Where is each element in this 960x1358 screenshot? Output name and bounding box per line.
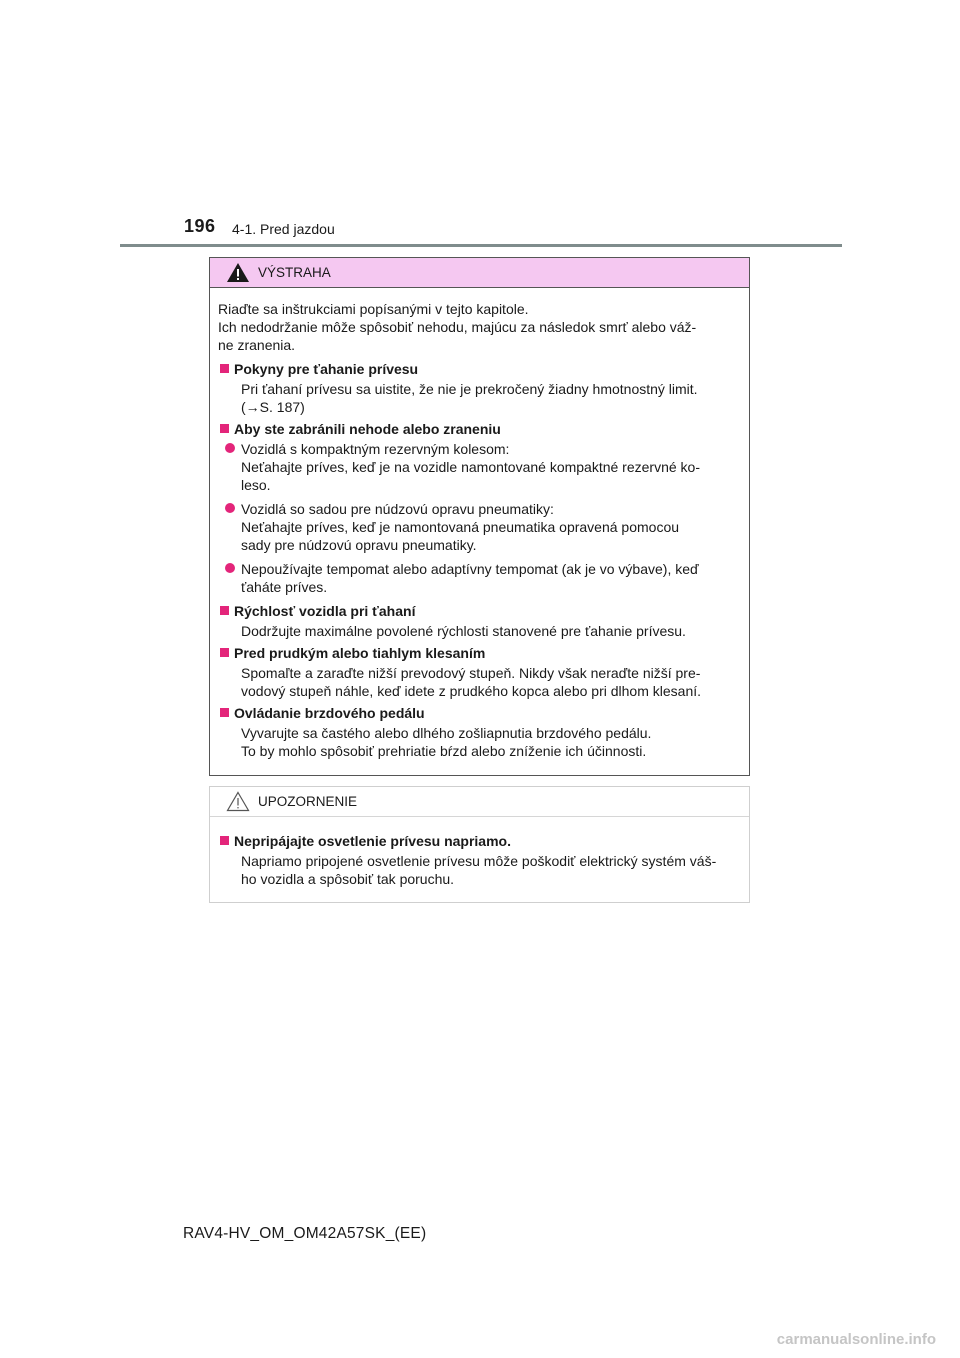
caution-title: UPOZORNENIE [258, 794, 358, 809]
paragraph-line: Dodržujte maximálne povolené rýchlosti stanovené pre ťahanie prívesu. [241, 623, 686, 639]
list-item-line: Neťahajte príves, keď je namontovaná pneumatika opravená pomocou [241, 519, 680, 535]
paragraph-line: Spomaľte a zaraďte nižší prevodový stupeň. Nikdy však neraďte nižší pre- [241, 665, 701, 681]
warning-triangle-outline-icon [226, 791, 250, 812]
list-item [225, 560, 741, 596]
warning-triangle-filled-icon [226, 262, 250, 283]
heading-text: Pred prudkým alebo tiahlym klesaním [234, 645, 486, 661]
round-bullet-icon [225, 503, 235, 513]
caution-box [209, 786, 750, 903]
paragraph [241, 852, 741, 888]
section-heading-towing-speed [218, 602, 741, 620]
heading-text: Ovládanie brzdového pedálu [234, 705, 425, 721]
warning-header [210, 258, 749, 288]
list-item-line: sady pre núdzovú opravu pneumatiky. [241, 537, 477, 553]
list-item [225, 440, 741, 494]
paragraph-line: vodový stupeň náhle, keď idete z prudkého kopca alebo pri dlhom klesaní. [241, 683, 702, 699]
paragraph-line: Pri ťahaní prívesu sa uistite, že nie je prekročený žiadny hmotnostný limit. [241, 381, 698, 397]
page-number: 196 [184, 216, 216, 236]
watermark: carmanualsonline.info [776, 1331, 936, 1348]
square-bullet-icon [220, 364, 229, 373]
heading-text: Nepripájajte osvetlenie prívesu napriamo. [234, 833, 511, 849]
caution-header [210, 787, 749, 817]
warning-intro-line: ne zranenia. [218, 337, 296, 353]
paragraph-line: Vyvarujte sa častého alebo dlhého zošliapnutia brzdového pedálu. [241, 725, 652, 741]
list-item-line: ťaháte príves. [241, 579, 328, 595]
list-item-line: Nepoužívajte tempomat alebo adaptívny tempomat (ak je vo výbave), keď [241, 561, 699, 577]
paragraph-line: To by mohlo spôsobiť prehriatie bŕzd alebo zníženie ich účinnosti. [241, 743, 647, 759]
list-item [225, 500, 741, 554]
round-bullet-icon [225, 443, 235, 453]
list-item-line: Vozidlá so sadou pre núdzovú opravu pneumatiky: [241, 501, 554, 517]
paragraph-line: Napriamo pripojené osvetlenie prívesu môže poškodiť elektrický systém váš- [241, 853, 717, 869]
paragraph [241, 664, 741, 700]
heading-text: Aby ste zabránili nehode alebo zraneniu [234, 421, 501, 437]
list-item-line: Vozidlá s kompaktným rezervným kolesom: [241, 441, 510, 457]
square-bullet-icon [220, 836, 229, 845]
list-item-line: Neťahajte príves, keď je na vozidle namontované kompaktné rezervné ko- [241, 459, 700, 475]
warning-box [209, 257, 750, 776]
square-bullet-icon [220, 708, 229, 717]
warning-intro [218, 300, 741, 354]
section-heading-downhill [218, 644, 741, 662]
paragraph-line: ho vozidla a spôsobiť tak poruchu. [241, 871, 455, 887]
footer-model-code: RAV4-HV_OM_OM42A57SK_(EE) [183, 1225, 427, 1242]
warning-body [210, 288, 749, 760]
heading-text: Rýchlosť vozidla pri ťahaní [234, 603, 416, 619]
warning-intro-line: Ich nedodržanie môže spôsobiť nehodu, majúcu za následok smrť alebo váž- [218, 319, 697, 335]
list-item-line: leso. [241, 477, 271, 493]
heading-text: Pokyny pre ťahanie prívesu [234, 361, 419, 377]
section-heading-towing-instructions [218, 360, 741, 378]
square-bullet-icon [220, 648, 229, 657]
paragraph [241, 724, 741, 760]
section-heading-trailer-lights [218, 832, 741, 850]
section-heading-accident-prevention [218, 420, 741, 438]
square-bullet-icon [220, 606, 229, 615]
paragraph [241, 380, 741, 416]
section-heading-brake-pedal [218, 704, 741, 722]
caution-body [210, 817, 749, 888]
warning-intro-line: Riaďte sa inštrukciami popísanými v tejto kapitole. [218, 301, 529, 317]
round-bullet-icon [225, 563, 235, 573]
page-reference: (→S. 187) [241, 399, 305, 415]
warning-title: VÝSTRAHA [258, 265, 331, 280]
header-divider [120, 244, 842, 247]
square-bullet-icon [220, 424, 229, 433]
section-title: 4-1. Pred jazdou [232, 221, 335, 237]
paragraph [241, 622, 741, 640]
